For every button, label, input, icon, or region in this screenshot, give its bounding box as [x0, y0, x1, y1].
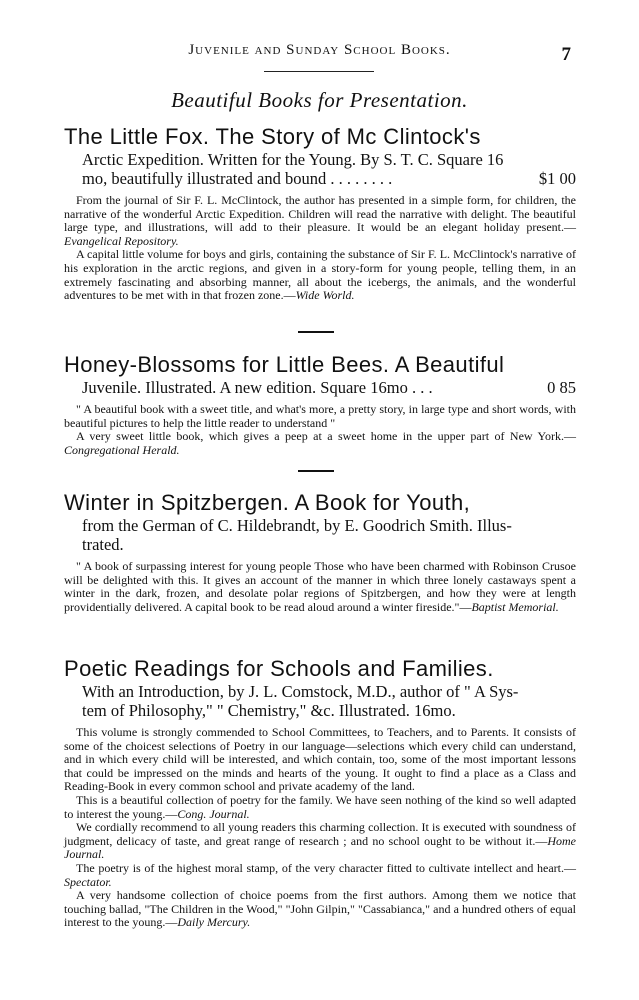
book-title: Honey-Blossoms for Little Bees. A Beautiful: [64, 352, 505, 377]
review-text: " A beautiful book with a sweet title, and what's more, a pretty story, in large type and short words, with beautiful pictures to help the little reader to understand ": [64, 402, 576, 430]
review-source: Baptist Memorial.: [471, 599, 559, 614]
review-paragraph: [64, 430, 576, 457]
review-paragraph: [64, 403, 576, 430]
book-description-line: [64, 169, 576, 188]
review-source: Home Journal.: [64, 833, 576, 862]
review-paragraph: [64, 726, 576, 794]
running-header: [0, 42, 639, 59]
book-reviews: [64, 560, 576, 614]
review-text: This volume is strongly commended to School Committees, to Teachers, and to Parents. It consists of some of the choicest selections of Poetry in our language—selections which every child can understand, and in which every child will be interested, and which contain, too, some of the most important lessons that could be impressed on the minds and hearts of the young. It ought to find a place as a Class and Reading-Book in every common school and private academy of the land.: [64, 725, 576, 794]
book-reviews: [64, 194, 576, 303]
book-description-cont: mo, beautifully illustrated and bound . . . . . . . .: [82, 169, 393, 188]
review-source: Daily Mercury.: [177, 915, 251, 930]
book-entry-honey-blossoms: [64, 352, 576, 457]
review-paragraph: [64, 862, 576, 889]
review-paragraph: [64, 794, 576, 821]
book-description-cont: tem of Philosophy," " Chemistry," &c. Illustrated. 16mo.: [82, 701, 456, 720]
header-rule: [264, 71, 374, 72]
book-description: Juvenile. Illustrated. A new edition. Square 16mo . . .: [82, 378, 433, 397]
review-paragraph: [64, 560, 576, 614]
review-source: Evangelical Repository.: [64, 233, 179, 248]
review-text: The poetry is of the highest moral stamp, of the very character fitted to cultivate intellect and heart.—: [76, 860, 576, 875]
book-entry-little-fox: [64, 124, 576, 303]
book-title: Winter in Spitzbergen. A Book for Youth,: [64, 490, 471, 515]
book-reviews: [64, 726, 576, 930]
book-description-cont: trated.: [82, 535, 124, 554]
review-text: A very sweet little book, which gives a peep at a sweet home in the upper part of New York.—: [76, 429, 576, 444]
review-paragraph: [64, 194, 576, 248]
book-title: Poetic Readings for Schools and Families.: [64, 656, 494, 681]
review-source: Cong. Journal.: [177, 806, 250, 821]
book-entry-poetic-readings: [64, 656, 576, 930]
review-paragraph: [64, 821, 576, 862]
book-description: With an Introduction, by J. L. Comstock, M.D., author of " A Sys-: [82, 682, 519, 701]
book-title: The Little Fox. The Story of Mc Clintock's: [64, 124, 481, 149]
review-text: A capital little volume for boys and girls, containing the substance of Sir F. L. McClintock's narrative of his exploration in the arctic regions, and given in a story-form for young people, telling them, in an extremely fascinating and absorbing manner, all about the icebergs, the animals, and the wonderful adventures to be met with in that frozen zone.—: [64, 247, 576, 303]
page-number: 7: [561, 44, 571, 65]
review-paragraph: [64, 889, 576, 930]
review-paragraph: [64, 248, 576, 302]
review-text: A very handsome collection of choice poems from the first authors. Among them we notice that touching ballad, "The Children in the Wood," "John Gilpin," "Cassabianca," and a hundred others of equal interest to the young.—: [64, 888, 576, 930]
book-description: Arctic Expedition. Written for the Young. By S. T. C. Square 16: [82, 150, 504, 169]
book-price: $1 00: [538, 169, 576, 188]
review-text: This is a beautiful collection of poetry for the family. We have seen nothing of the kind so well adapted to interest the young.—: [64, 792, 576, 821]
book-reviews: [64, 403, 576, 457]
review-source: Spectator.: [64, 874, 112, 889]
entry-separator: [298, 470, 334, 472]
review-text: " A book of surpassing interest for young people Those who have been charmed with Robinson Crusoe will be delighted with this. It gives an account of the manner in which three lonely castaways spent a winter in the dark, frozen, and desolate polar regions of Spitzbergen, and how they were at length providentially delivered. A capital book to be read aloud around a winter fireside."—: [64, 559, 576, 614]
running-title: Juvenile and Sunday School Books.: [188, 42, 451, 58]
review-source: Wide World.: [295, 288, 355, 303]
entry-separator: [298, 331, 334, 333]
review-text: From the journal of Sir F. L. McClintock, the author has presented in a simple form, for children, the narrative of the wonderful Arctic Expedition. Children will read the narrative with delight. The beautiful large type, and illustrations, will add to their pleasure. It would be an elegant holiday present.—: [64, 193, 576, 235]
book-description-line: [64, 378, 576, 397]
review-source: Congregational Herald.: [64, 442, 180, 457]
book-description: from the German of C. Hildebrandt, by E. Goodrich Smith. Illus-: [82, 516, 512, 535]
book-price: 0 85: [547, 378, 576, 397]
book-entry-winter-spitzbergen: [64, 490, 576, 614]
section-title: Beautiful Books for Presentation.: [171, 88, 468, 112]
review-text: We cordially recommend to all young readers this charming collection. It is executed with soundness of judgment, delicacy of taste, and great range of research ; and no school ought to be without it.—: [64, 820, 576, 848]
